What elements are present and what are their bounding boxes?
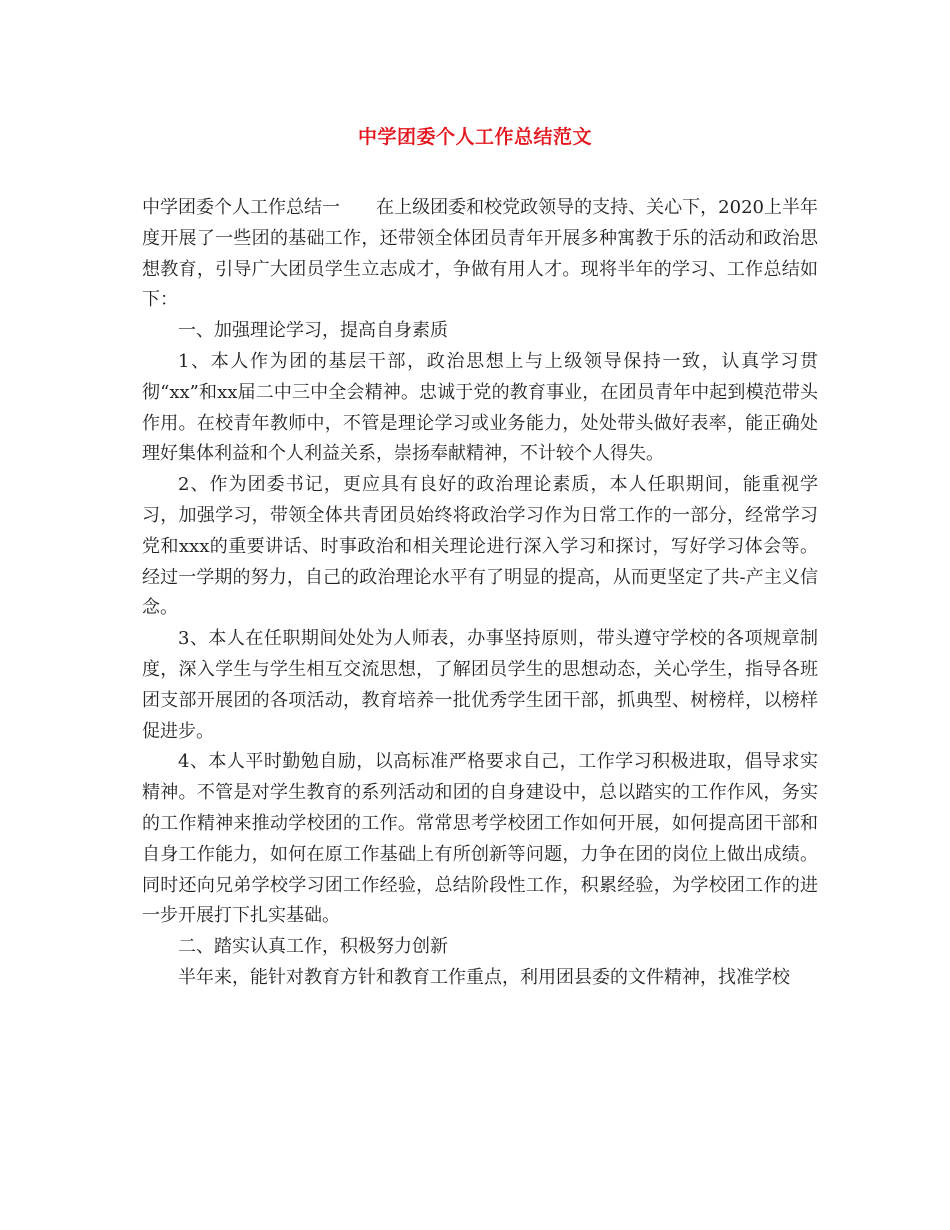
paragraph-section-2: 半年来，能针对教育方针和教育工作重点，利用团县委的文件精神，找准学校: [178, 966, 790, 988]
paragraph-text: 在上级团委和校党政领导的支持、关心下，2020上半年度开展了一些团的基础工作，还带领全体团员青年开展多种寓教于乐的活动和政治思想教育，引导广大团员学生立志成才，争做有用人才。现将半年的学习、工作总结如下：: [142, 197, 818, 311]
document-body: [142, 193, 818, 994]
paragraph-item-1: 1、本人作为团的基层干部，政治思想上与上级领导保持一致，认真学习贯彻“xx”和xx届二中三中全会精神。忠诚于党的教育事业，在团员青年中起到模范带头作用。在校青年教师中，不管是理论学习或业务能力，处处带头做好表率，能正确处理好集体利益和个人利益关系，崇扬奉献精神，不计较个人得失。: [142, 350, 818, 465]
paragraph-item-2: 2、作为团委书记，更应具有良好的政治理论素质，本人任职期间，能重视学习，加强学习，带领全体共青团员始终将政治学习作为日常工作的一部分，经常学习党和xxx的重要讲话、时事政治和相关理论进行深入学习和探讨，写好学习体会等。经过一学期的努力，自己的政治理论水平有了明显的提高，从而更坚定了共-产主义信念。: [142, 474, 818, 619]
section-lead: 中学团委个人工作总结一: [142, 197, 341, 218]
paragraph-intro: [142, 193, 818, 316]
section-heading-2: 二、踏实认真工作，积极努力创新: [178, 936, 448, 958]
paragraph-item-4: 4、本人平时勤勉自励，以高标准严格要求自己，工作学习积极进取，倡导求实精神。不管是对学生教育的系列活动和团的自身建设中，总以踏实的工作作风，务实的工作精神来推动学校团的工作。常常思考学校团工作如何开展，如何提高团干部和自身工作能力，如何在原工作基础上有所创新等问题，力争在团的岗位上做出成绩。同时还向兄弟学校学习团工作经验，总结阶段性工作，积累经验，为学校团工作的进一步开展打下扎实基础。: [142, 751, 818, 927]
document-title: 中学团委个人工作总结范文: [357, 126, 592, 148]
section-heading-1: 一、加强理论学习，提高自身素质: [178, 320, 448, 342]
paragraph-item-3: 3、本人在任职期间处处为人师表，办事坚持原则，带头遵守学校的各项规章制度，深入学生与学生相互交流思想，了解团员学生的思想动态，关心学生，指导各班团支部开展团的各项活动，教育培养一批优秀学生团干部，抓典型、树榜样，以榜样促进步。: [142, 628, 818, 742]
